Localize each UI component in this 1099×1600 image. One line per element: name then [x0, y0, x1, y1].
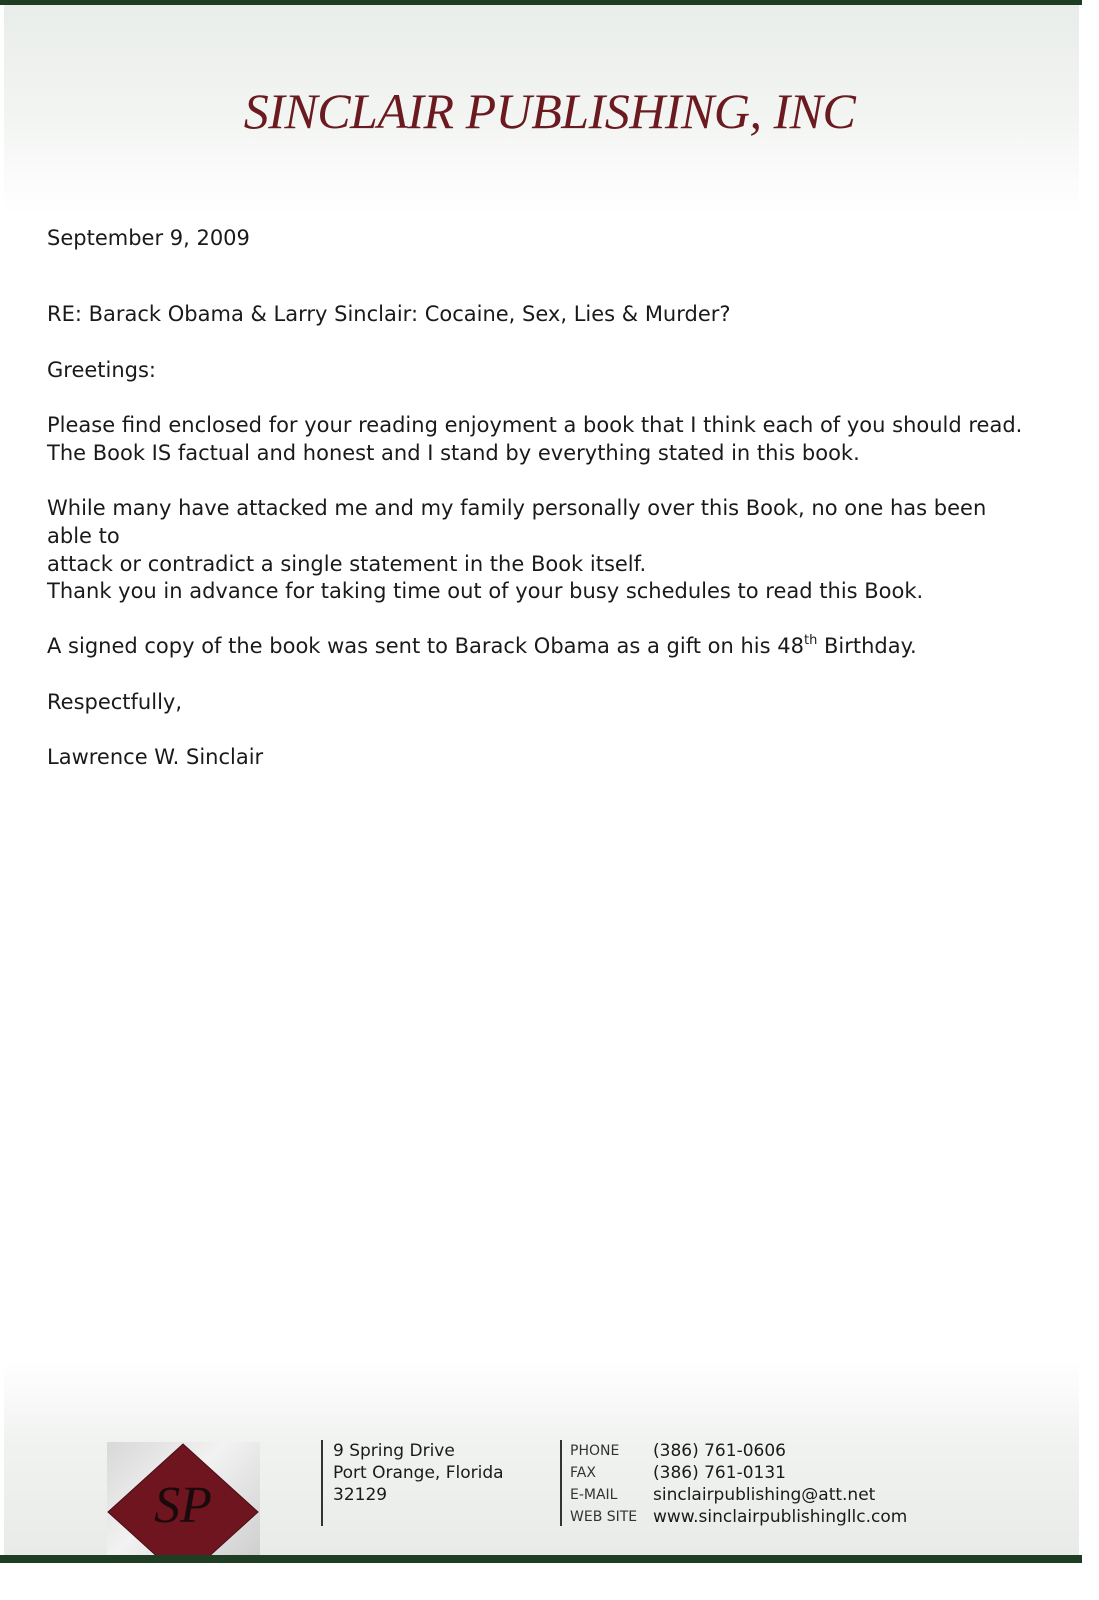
- contact-label: PHONE: [570, 1443, 620, 1459]
- monogram-diamond-icon: [107, 1442, 260, 1555]
- contact-label: FAX: [570, 1465, 596, 1481]
- company-name: SINCLAIR PUBLISHING, INC: [243, 83, 856, 139]
- paragraph-text: Birthday.: [817, 634, 917, 658]
- address-zip: 32129: [333, 1485, 388, 1505]
- logo-monogram: SP: [154, 1477, 212, 1534]
- footer-divider: [321, 1440, 323, 1526]
- paragraph-line: attack or contradict a single statement in the Book itself.: [47, 552, 647, 576]
- address-city-state: Port Orange, Florida: [333, 1463, 504, 1483]
- paragraph-signed-copy: [47, 632, 917, 660]
- email-address: sinclairpublishing@att.net: [653, 1485, 876, 1505]
- paragraph-line: The Book IS factual and honest and I stand by everything stated in this book.: [47, 441, 860, 465]
- footer-divider: [560, 1440, 562, 1526]
- company-address: [333, 1440, 504, 1506]
- phone-number: (386) 761-0606: [653, 1441, 786, 1461]
- ordinal-superscript: th: [803, 633, 818, 648]
- letter-subject: RE: Barack Obama & Larry Sinclair: Cocaine, Sex, Lies & Murder?: [47, 302, 731, 326]
- letter-greeting: Greetings:: [47, 358, 157, 382]
- paragraph-line: While many have attacked me and my family personally over this Book, no one has been able to: [47, 496, 987, 548]
- contact-label: E-MAIL: [570, 1487, 618, 1503]
- paragraph-thanks: Thank you in advance for taking time out of your busy schedules to read this Book.: [47, 579, 924, 603]
- letter-date: September 9, 2009: [47, 226, 250, 250]
- letter-signature: Lawrence W. Sinclair: [47, 745, 264, 769]
- bottom-border-rule: [0, 1555, 1082, 1563]
- paragraph-attacks: [47, 494, 1037, 578]
- contact-label: WEB SITE: [570, 1509, 638, 1525]
- paragraph-line: Please find enclosed for your reading enjoyment a book that I think each of you should read.: [47, 413, 1023, 437]
- fax-number: (386) 761-0131: [653, 1463, 786, 1483]
- paragraph-text: A signed copy of the book was sent to Barack Obama as a gift on his 48: [47, 634, 804, 658]
- letter-closing: Respectfully,: [47, 690, 183, 714]
- address-street: 9 Spring Drive: [333, 1441, 455, 1461]
- website-url: www.sinclairpublishingllc.com: [653, 1507, 908, 1527]
- company-logo: [107, 1442, 260, 1555]
- paragraph-enclosed-book: [47, 411, 1027, 467]
